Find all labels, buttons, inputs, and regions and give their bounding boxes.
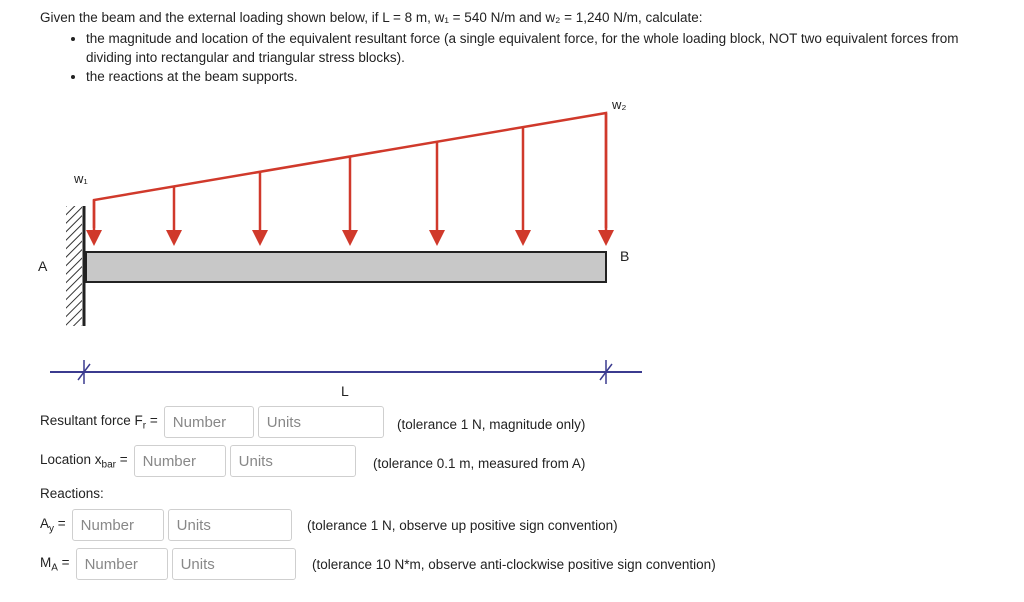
fixed-support-hatch [66,206,82,326]
resultant-row [40,406,384,438]
resultant-units-input[interactable] [258,406,384,438]
resultant-number-input[interactable] [164,406,254,438]
resultant-tolerance: (tolerance 1 N, magnitude only) [397,417,586,432]
end-b-label: B [620,248,630,264]
beam [86,252,606,282]
ay-tolerance: (tolerance 1 N, observe up positive sign convention) [307,518,618,533]
load-arrow [86,200,102,246]
location-units-input[interactable] [230,445,356,477]
load-arrow [598,113,614,246]
support-a-label: A [38,258,48,274]
location-tolerance: (tolerance 0.1 m, measured from A) [373,456,586,471]
load-arrow [429,142,445,246]
question-intro: Given the beam and the external loading shown below, if L = 8 m, w₁ = 540 N/m and w₂ = 1,240 N/m, calculate: [40,10,703,25]
w1-label: w₁ [74,171,88,186]
ma-label: $M_A$ = [40,554,70,574]
ay-units-input[interactable] [168,509,292,541]
bullet-resultant: • the magnitude and location of the equivalent resultant force (a single equivalent force, for the whole loading block, NOT two equivalent forces from dividing into rectangular and triangular stress blocks). [86,29,1000,67]
resultant-label: Resultant force $F_r$ = [40,412,158,432]
ay-row [40,509,292,541]
load-arrow [342,157,358,247]
location-label: Location $x_{bar}$ = [40,451,128,471]
ay-label: $A_y$ = [40,515,66,535]
ma-number-input[interactable] [76,548,168,580]
ma-tolerance: (tolerance 10 N*m, observe anti-clockwise positive sign convention) [312,557,716,572]
ma-units-input[interactable] [172,548,296,580]
load-arrows [86,113,614,246]
load-arrow [515,127,531,246]
length-label: L [341,383,349,399]
load-arrow [252,172,268,246]
ay-number-input[interactable] [72,509,164,541]
bullet-reactions: • the reactions at the beam supports. [86,67,1000,86]
w2-label: w₂ [612,97,627,112]
location-number-input[interactable] [134,445,226,477]
location-row [40,445,356,477]
reactions-heading: Reactions: [40,486,104,501]
ma-row [40,548,296,580]
load-arrow [166,186,182,246]
